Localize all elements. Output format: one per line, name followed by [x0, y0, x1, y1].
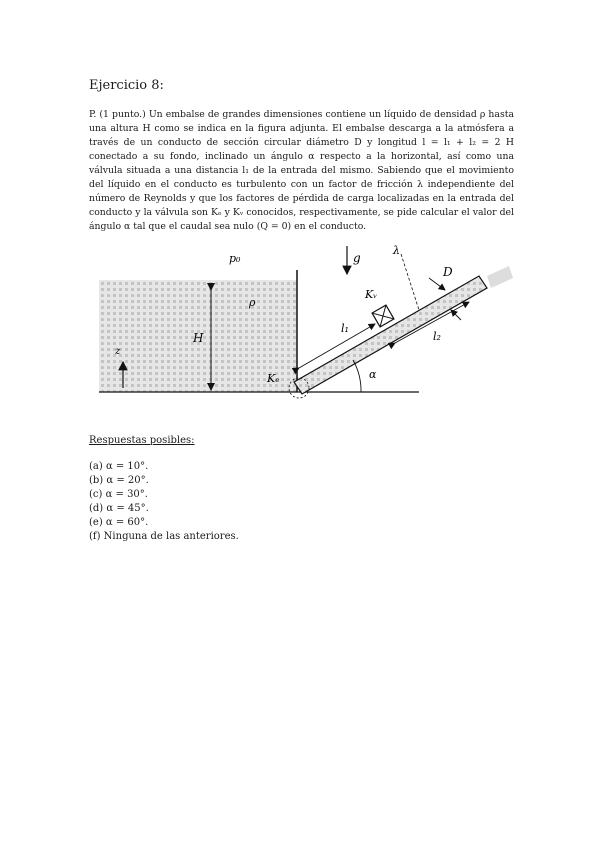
problem-text: Un embalse de grandes dimensiones contiene un líquido de densidad ρ hasta una altura H como se indica en la figura adjunta. El embalse descarga a la atmósfera a través de un conducto de sección circular diámetro D y longitud l = l₁ + l₂ = 2 H conectado a su fondo, inclinado un ángulo α respecto a la horizontal, así como una válvula situada a una distancia l₁ de la entrada del mismo. Sabiendo que el movimiento del líquido en el conducto es turbulento con un factor de fricción λ independiente del número de Reynolds y que los factores de pérdida de carga localizadas en la entrada del conducto y la válvula son Kₑ y Kᵥ conocidos, respectivamente, se pide calcular el valor del ángulo α tal que el caudal sea nulo (Q = 0) en el conducto.	[89, 109, 515, 232]
label-z: z	[115, 346, 121, 357]
label-lambda: λ	[393, 244, 400, 257]
answer-option: (f) Ninguna de las anteriores.	[89, 531, 239, 542]
label-g: g	[353, 251, 361, 265]
diameter-arrow-top	[429, 278, 445, 290]
label-rho: ρ	[249, 296, 256, 309]
answer-option: (c) α = 30°.	[89, 489, 148, 500]
inclined-pipe	[294, 276, 487, 394]
problem-statement	[89, 108, 514, 234]
lambda-leader	[401, 254, 419, 310]
angle-arc	[353, 360, 361, 392]
label-l1: l₁	[341, 322, 349, 335]
answers-list	[89, 460, 239, 544]
label-alpha: α	[369, 368, 377, 381]
answer-option: (e) α = 60°.	[89, 517, 149, 528]
label-Kv: Kᵥ	[365, 288, 378, 301]
answer-option: (d) α = 45°.	[89, 503, 149, 514]
label-H: H	[193, 331, 204, 345]
valve	[372, 305, 394, 327]
answer-option: (b) α = 20°.	[89, 475, 149, 486]
label-l2: l₂	[433, 330, 441, 343]
exercise-title: Ejercicio 8:	[89, 78, 164, 93]
diameter-arrow-bottom	[451, 310, 461, 320]
answer-option: (a) α = 10°.	[89, 461, 149, 472]
outlet-jet	[487, 266, 513, 288]
label-D: D	[443, 265, 453, 279]
answers-heading: Respuestas posibles:	[89, 435, 195, 446]
reservoir-figure	[89, 240, 529, 415]
label-p0: p₀	[229, 252, 241, 265]
label-Ke: Kₑ	[267, 372, 280, 385]
problem-lead: P. (1 punto.)	[89, 109, 146, 120]
